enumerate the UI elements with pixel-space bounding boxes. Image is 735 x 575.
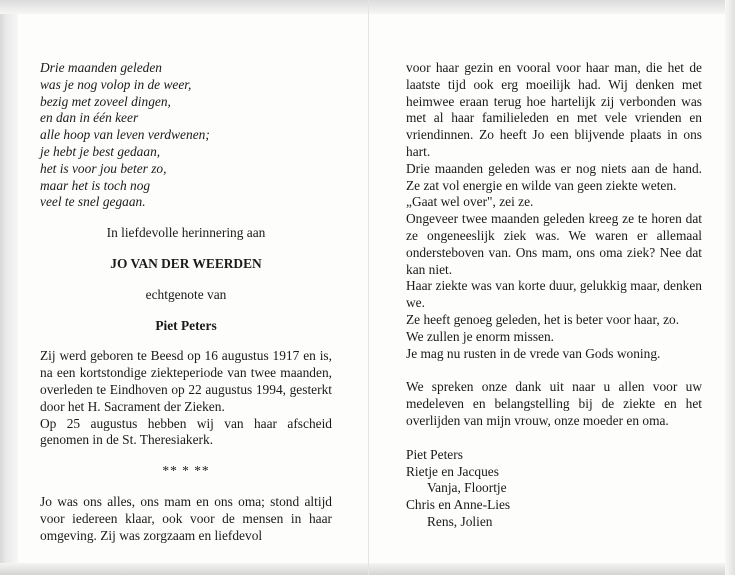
signature-line: Piet Peters <box>406 446 463 462</box>
card-edge-left <box>0 0 18 575</box>
farewell-paragraph: Op 25 augustus hebben wij van haar afscheid genomen in de St. Theresiakerk. <box>40 415 332 448</box>
poem-line: alle hoop van leven verdwenen; <box>40 127 210 143</box>
signatures <box>406 447 702 531</box>
quote-line: „Gaat wel over", zei ze. <box>406 194 534 210</box>
separator: ** * ** <box>162 463 210 479</box>
poem-line: was je nog volop in de weer, <box>40 76 192 92</box>
paragraph: Ze heeft genoeg geleden, het is beter voor haar, zo. <box>406 311 680 327</box>
paragraph: Je mag nu rusten in de vrede van Gods woning. <box>406 345 661 361</box>
signature-line: Vanja, Floortje <box>427 480 507 496</box>
signature-line: Chris en Anne-Lies <box>406 497 511 513</box>
spouse-intro: echtgenote van <box>145 286 227 302</box>
paragraph: We zullen je enorm missen. <box>406 328 555 344</box>
paragraph: Ongeveer twee maanden geleden kreeg ze te horen dat ze ongeneeslijk ziek was. We waren er allemaal ondersteboven van. Ons mam, ons oma ziek? Nee dat kan niet. <box>406 211 702 277</box>
thanks-paragraph: We spreken onze dank uit naar u allen voor uw medeleven en belangstelling bij de ziekte en het overlijden van mijn vrouw, onze moeder en oma. <box>406 379 702 428</box>
signature-line: Rens, Jolien <box>427 513 493 529</box>
poem-line: Drie maanden geleden <box>40 60 162 75</box>
poem <box>40 60 332 211</box>
tribute-paragraph: Jo was ons alles, ons mam en ons oma; stond altijd voor iedereen klaar, ook voor de mensen in haar omgeving. Zij was zorgzaam en liefdevol <box>40 493 332 543</box>
card-edge-right <box>725 0 735 575</box>
left-page <box>40 60 332 544</box>
poem-line: je hebt je best gedaan, <box>40 143 161 159</box>
signature-line: Rietje en Jacques <box>406 463 499 479</box>
poem-line: bezig met zoveel dingen, <box>40 93 171 109</box>
poem-line: maar het is toch nog <box>40 177 151 193</box>
right-page <box>406 60 702 531</box>
spouse-name: Piet Peters <box>155 317 217 333</box>
poem-line: het is voor jou beter zo, <box>40 160 167 176</box>
tribute-continued: voor haar gezin en vooral voor haar man, die het de laatste tijd ook erg moeilijk had. Wij denken met heimwee eraan terug hoe hartelijk zij verbonden was met al haar familieleden en met vele vrienden en vriendinnen. Zo heeft Jo een blijvende plaats in ons hart. <box>406 60 702 159</box>
poem-line: veel te snel gegaan. <box>40 194 146 210</box>
poem-line: en dan in één keer <box>40 110 139 126</box>
paragraph: Haar ziekte was van korte duur, gelukkig maar, denken we. <box>406 278 702 311</box>
card-fold <box>368 0 369 575</box>
paragraph: Drie maanden geleden was er nog niets aan de hand. Ze zat vol energie en wilde van geen ziekte weten. <box>406 160 702 193</box>
memory-line: In liefdevolle herinnering aan <box>106 225 266 241</box>
bio-paragraph: Zij werd geboren te Beesd op 16 augustus 1917 en is, na een kortstondige ziekteperiode van twee maanden, overleden te Eindhoven op 22 augustus 1994, gesterkt door het H. Sacrament der Zieken. <box>40 348 332 414</box>
deceased-name: JO VAN DER WEERDEN <box>110 255 262 271</box>
